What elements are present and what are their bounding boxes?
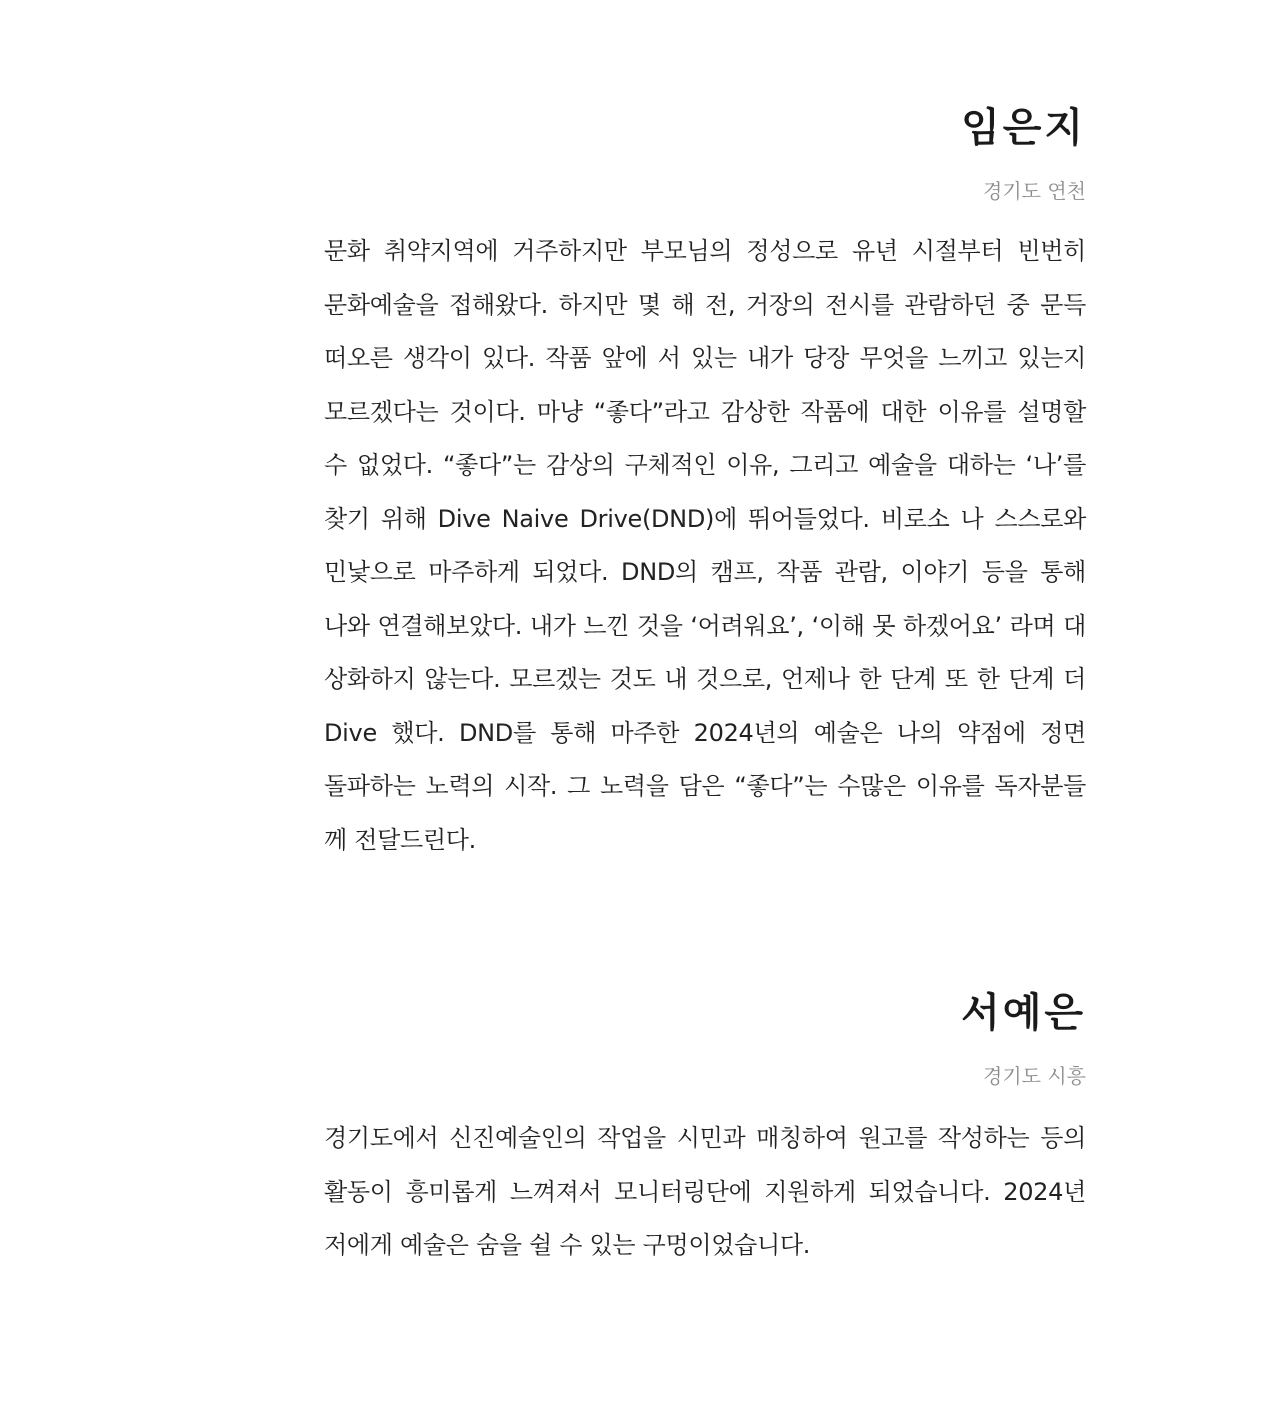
bio-line: Dive 했다. DND를 통해 마주한 2024년의 예술은 나의 약점에 정면 bbox=[324, 718, 1086, 747]
bio-line: 상화하지 않는다. 모르겠는 것도 내 것으로, 언제나 한 단계 또 한 단계 더 bbox=[324, 665, 1086, 693]
bio-line: 수 없었다. “좋다”는 감상의 구체적인 이유, 그리고 예술을 대하는 ‘나’를 bbox=[324, 451, 1086, 479]
profile-card bbox=[324, 100, 1086, 867]
bio-line: 돌파하는 노력의 시작. 그 노력을 담은 “좋다”는 수많은 이유를 독자분들 bbox=[324, 772, 1086, 800]
bio-line: 모르겠다는 것이다. 마냥 “좋다”라고 감상한 작품에 대한 이유를 설명할 bbox=[324, 397, 1086, 426]
bio-line: 께 전달드린다. bbox=[324, 825, 476, 854]
profile-bio bbox=[324, 1112, 1086, 1273]
bio-line: 경기도에서 신진예술인의 작업을 시민과 매칭하여 원고를 작성하는 등의 bbox=[324, 1124, 1086, 1152]
bio-line: 떠오른 생각이 있다. 작품 앞에 서 있는 내가 당장 무엇을 느끼고 있는지 bbox=[324, 344, 1086, 372]
bio-line: 활동이 흥미롭게 느껴져서 모니터링단에 지원하게 되었습니다. 2024년 bbox=[324, 1177, 1086, 1206]
bio-line: 저에게 예술은 숨을 쉴 수 있는 구멍이었습니다. bbox=[324, 1231, 811, 1259]
bio-line: 나와 연결해보았다. 내가 느낀 것을 ‘어려워요’, ‘이해 못 하겠어요’ 라며 대 bbox=[324, 611, 1086, 640]
bio-line: 찾기 위해 Dive Naive Drive(DND)에 뛰어들었다. 비로소 나 스스로와 bbox=[324, 504, 1086, 533]
profile-name: 서예은 bbox=[961, 990, 1086, 1036]
profile-card bbox=[324, 985, 1086, 1273]
bio-line: 문화예술을 접해왔다. 하지만 몇 해 전, 거장의 전시를 관람하던 중 문득 bbox=[324, 290, 1086, 319]
profile-region: 경기도 시흥 bbox=[983, 1064, 1086, 1088]
bio-line: 문화 취약지역에 거주하지만 부모님의 정성으로 유년 시절부터 빈번히 bbox=[324, 237, 1086, 265]
bio-line: 민낯으로 마주하게 되었다. DND의 캠프, 작품 관람, 이야기 등을 통해 bbox=[324, 558, 1086, 586]
profile-bio bbox=[324, 225, 1086, 867]
profile-name: 임은지 bbox=[961, 105, 1086, 151]
profile-region: 경기도 연천 bbox=[983, 179, 1086, 203]
